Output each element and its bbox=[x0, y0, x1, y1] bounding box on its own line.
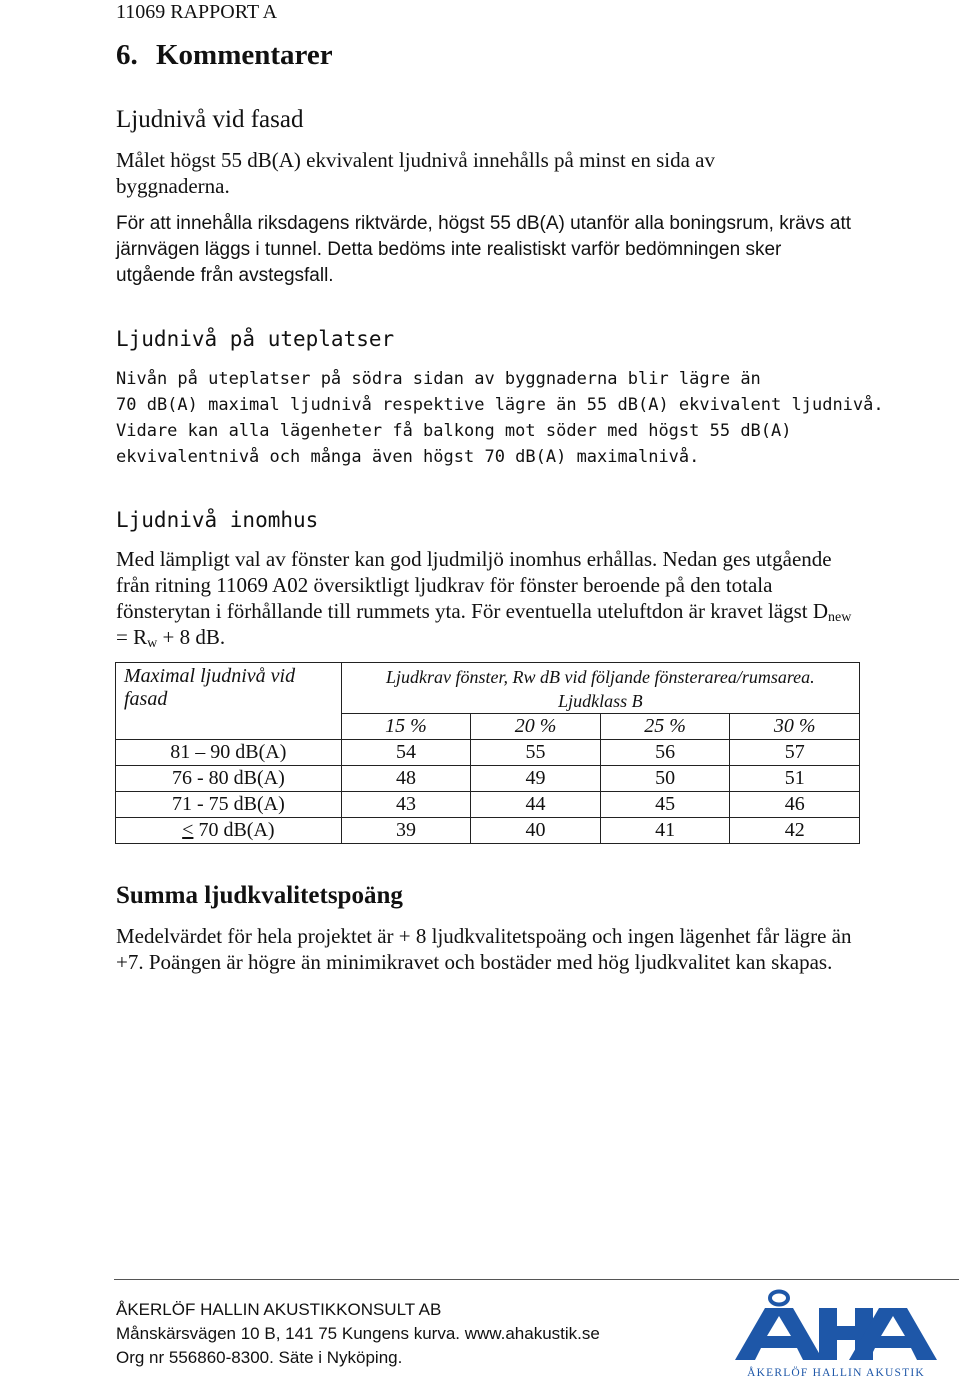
table-value-cell: 41 bbox=[600, 818, 730, 844]
chapter-title bbox=[116, 38, 333, 72]
table-range-cell: 71 - 75 dB(A) bbox=[116, 792, 342, 818]
less-equal-symbol: < bbox=[182, 819, 194, 841]
logo-caption: ÅKERLÖF HALLIN AKUSTIK bbox=[747, 1367, 925, 1379]
chapter-number: 6. bbox=[116, 39, 138, 71]
uteplatser-line-3: Vidare kan alla lägenheter få balkong mot söder med högst 55 dB(A) bbox=[116, 421, 792, 441]
table-range-text: 70 dB(A) bbox=[193, 819, 275, 841]
table-range-cell bbox=[116, 818, 342, 844]
uteplatser-line-4: ekvivalentnivå och många även högst 70 dB(A) maximalnivå. bbox=[116, 447, 700, 467]
footer-org: Org nr 556860-8300. Säte i Nyköping. bbox=[116, 1348, 403, 1367]
table-value-cell: 50 bbox=[600, 766, 730, 792]
table-value-cell: 45 bbox=[600, 792, 730, 818]
inomhus-tail: + 8 dB. bbox=[157, 625, 226, 649]
table-value-cell: 42 bbox=[730, 818, 860, 844]
window-requirement-table bbox=[115, 662, 860, 844]
table-value-cell: 39 bbox=[341, 818, 471, 844]
heading-inomhus: Ljudnivå inomhus bbox=[116, 508, 319, 532]
inomhus-text: Med lämpligt val av fönster kan god ljudmiljö inomhus erhållas. Nedan ges utgående från ritning 11069 A02 översiktligt ljudkrav för fönster beroende på den totala fönsterytan i förhållande till rummets yta. För eventuella uteluftdon är kravet lägst D bbox=[116, 547, 832, 623]
footer-divider bbox=[114, 1279, 959, 1280]
fasad-paragraph-2: För att innehålla riksdagens riktvärde, högst 55 dB(A) utanför alla boningsrum, krävs att järnvägen läggs i tunnel. Detta bedöms inte realistiskt varför bedömningen sker utgående från avstegsfall. bbox=[116, 213, 852, 286]
inomhus-eq: = R bbox=[116, 625, 148, 649]
heading-summa: Summa ljudkvalitetspoäng bbox=[116, 882, 403, 909]
aha-logo bbox=[727, 1288, 945, 1382]
table-value-cell: 44 bbox=[471, 792, 601, 818]
table-range-cell: 76 - 80 dB(A) bbox=[116, 766, 342, 792]
table-value-cell: 57 bbox=[730, 740, 860, 766]
table-percent-cell: 30 % bbox=[730, 714, 860, 740]
summa-paragraph: Medelvärdet för hela projektet är + 8 ljudkvalitetspoäng och ingen lägenhet får lägre än +7. Poängen är högre än minimikravet och bostäder med hög ljudkvalitet kan skapas. bbox=[116, 924, 852, 974]
table-header-line-2: Ljudklass B bbox=[558, 691, 643, 711]
table-header-line-1: Ljudkrav fönster, Rw dB vid följande fönsterarea/rumsarea. bbox=[386, 667, 815, 687]
table-value-cell: 55 bbox=[471, 740, 601, 766]
table-percent-cell: 20 % bbox=[471, 714, 601, 740]
table-percent-cell: 15 % bbox=[341, 714, 471, 740]
table-row bbox=[116, 818, 860, 844]
table-row bbox=[116, 740, 860, 766]
report-id: 11069 RAPPORT A bbox=[116, 1, 278, 23]
chapter-title-text: Kommentarer bbox=[156, 39, 333, 71]
table-header-row bbox=[116, 663, 860, 714]
subscript-new: new bbox=[828, 610, 852, 625]
table-row bbox=[116, 766, 860, 792]
table-range-cell: 81 – 90 dB(A) bbox=[116, 740, 342, 766]
table-header-max-level: Maximal ljudnivå vid fasad bbox=[116, 663, 342, 740]
footer-company: ÅKERLÖF HALLIN AKUSTIKKONSULT AB bbox=[116, 1300, 442, 1319]
subscript-w: w bbox=[147, 636, 158, 651]
footer-address-block bbox=[116, 1298, 600, 1370]
table-value-cell: 46 bbox=[730, 792, 860, 818]
table-value-cell: 49 bbox=[471, 766, 601, 792]
table-value-cell: 43 bbox=[341, 792, 471, 818]
table-value-cell: 56 bbox=[600, 740, 730, 766]
table-row bbox=[116, 792, 860, 818]
fasad-paragraph-1: Målet högst 55 dB(A) ekvivalent ljudnivå innehålls på minst en sida av byggnaderna. bbox=[116, 148, 715, 198]
heading-uteplatser: Ljudnivå på uteplatser bbox=[116, 327, 395, 351]
uteplatser-line-1: Nivån på uteplatser på södra sidan av byggnaderna blir lägre än bbox=[116, 369, 761, 389]
uteplatser-line-2: 70 dB(A) maximal ljudnivå respektive lägre än 55 dB(A) ekvivalent ljudnivå. bbox=[116, 395, 884, 415]
table-percent-cell: 25 % bbox=[600, 714, 730, 740]
table-header-requirement bbox=[341, 663, 859, 714]
footer-address: Månskärsvägen 10 B, 141 75 Kungens kurva. www.ahakustik.se bbox=[116, 1324, 600, 1343]
table-value-cell: 51 bbox=[730, 766, 860, 792]
table-value-cell: 48 bbox=[341, 766, 471, 792]
table-value-cell: 40 bbox=[471, 818, 601, 844]
uteplatser-paragraph bbox=[116, 366, 916, 470]
heading-fasad: Ljudnivå vid fasad bbox=[116, 106, 304, 133]
inomhus-paragraph bbox=[116, 546, 866, 650]
table-value-cell: 54 bbox=[341, 740, 471, 766]
